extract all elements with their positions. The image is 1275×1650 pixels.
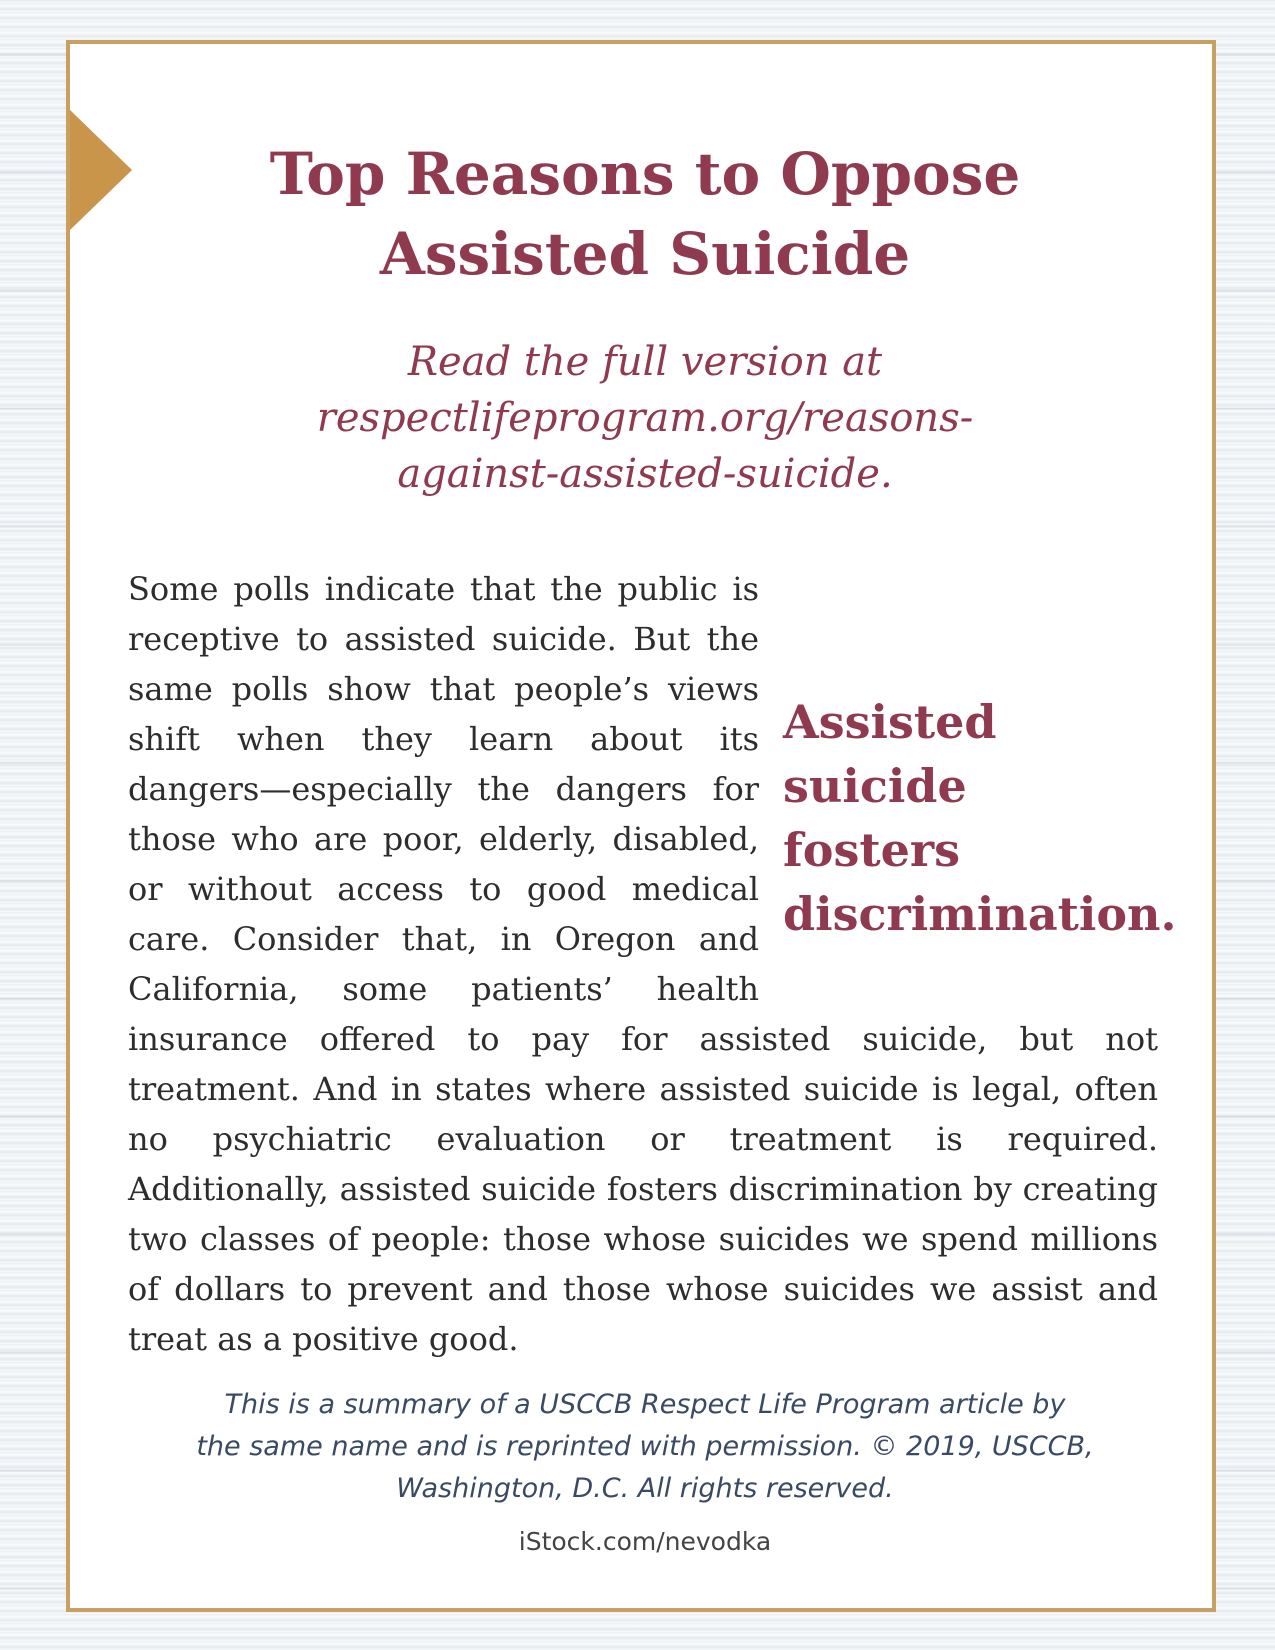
body-paragraph: Some polls indicate that the public is receptive to assisted suicide. But the same polls show that people’s views shift when they learn about its dangers—especially the dangers for those who are poor, elderly, disabled, or without access to good medical care. Consider that, in Oregon and California, some patients’ health insurance offered to pay for assisted suicide, but not treatment. And in states where assisted suicide is legal, often no psychiatric evaluation or treatment is required. Additionally, assisted suicide fosters discrimination by creating two classes of people: those whose suicides we spend millions of dollars to prevent and those whose suicides we assist and treat as a positive good. — [128, 570, 1158, 1358]
footnote-line-3: Washington, D.C. All rights reserved. — [396, 1473, 894, 1504]
subtitle-line-3: against-assisted-suicide. — [397, 451, 893, 497]
footnote-line-1: This is a summary of a USCCB Respect Life Program article by — [224, 1389, 1066, 1420]
photo-credit: iStock.com/nevodka — [518, 1527, 772, 1556]
title-line-2: Assisted Suicide — [379, 220, 911, 288]
permission-footnote — [130, 1384, 1160, 1510]
reprint-card — [66, 40, 1216, 1612]
pull-quote — [783, 690, 1177, 946]
full-version-note — [130, 334, 1160, 502]
article-body — [128, 564, 1177, 1364]
subtitle-line-1: Read the full version at — [407, 339, 883, 385]
pull-quote-line-3: discrimination. — [783, 887, 1177, 941]
subtitle-line-2: respectlifeprogram.org/reasons- — [316, 395, 974, 441]
gold-corner-flag — [70, 110, 132, 230]
pull-quote-line-1: Assisted — [783, 695, 997, 749]
title-line-1: Top Reasons to Oppose — [269, 140, 1021, 208]
pull-quote-line-2: suicide fosters — [783, 759, 967, 877]
page-title — [130, 134, 1160, 294]
footnote-line-2: the same name and is reprinted with permission. © 2019, USCCB, — [196, 1431, 1094, 1462]
